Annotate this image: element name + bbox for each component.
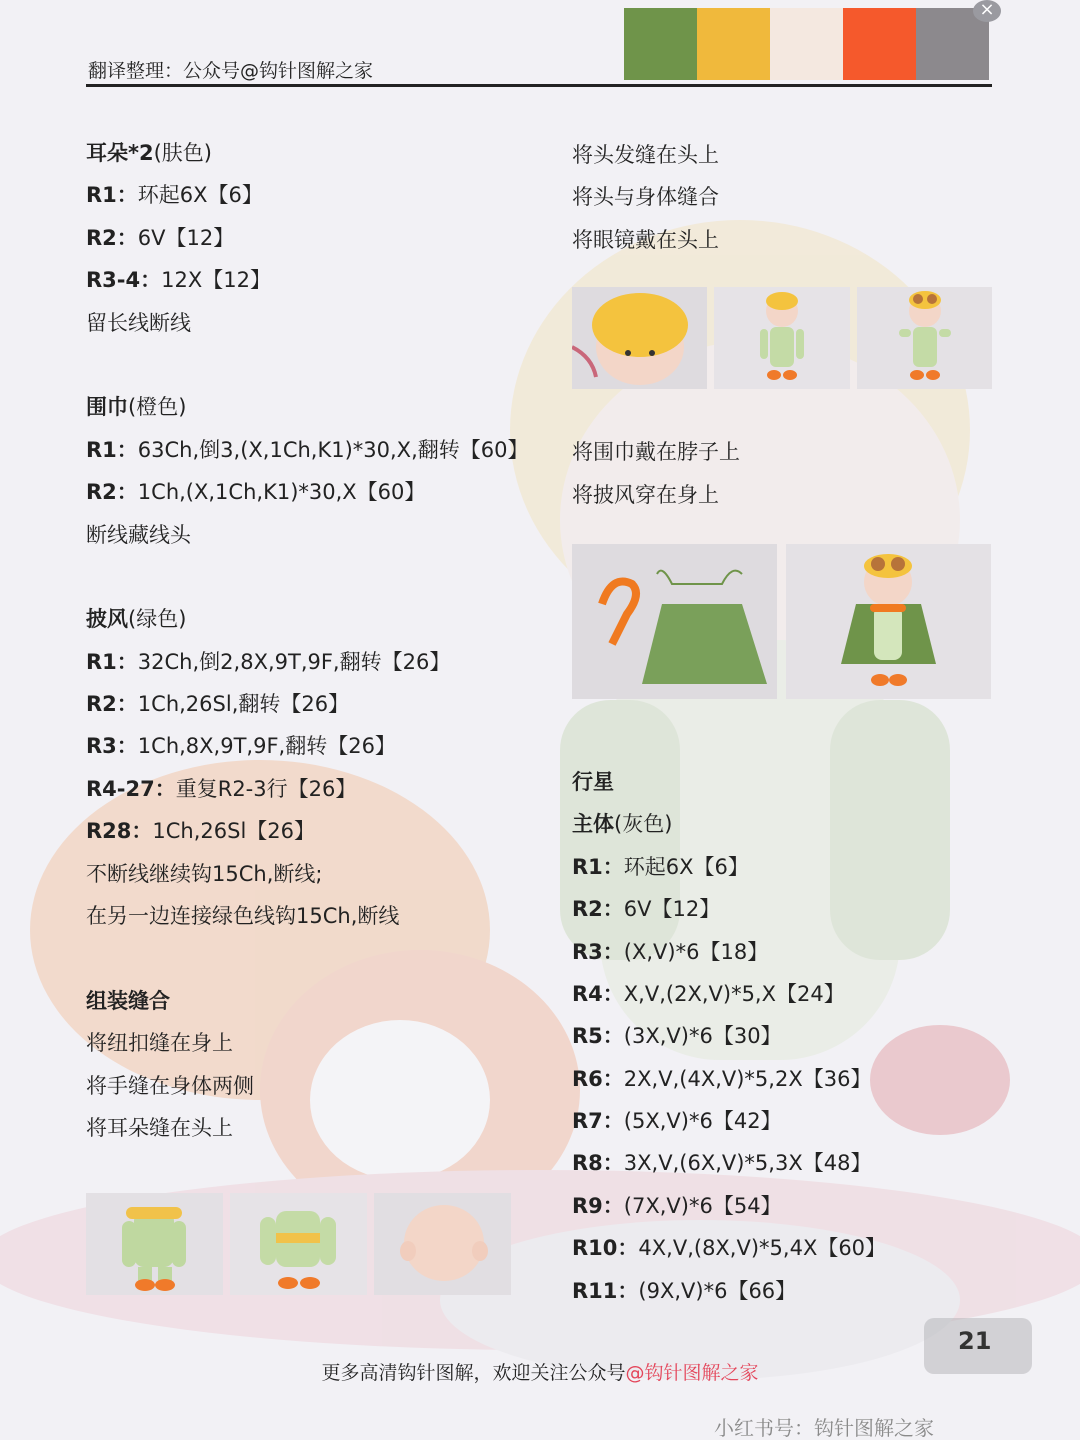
page-number: 21 [958,1327,992,1355]
note-line: 在另一边连接绿色线钩15Ch,断线 [86,904,400,929]
footer-promo: 更多高清钩针图解，欢迎关注公众号@钩针图解之家 [321,1362,759,1384]
pattern-row: R4-27：重复R2-3行【26】 [86,776,357,801]
cape-photo-row [572,544,992,699]
head-photo-row [572,287,992,389]
pattern-row: R3-4：12X【12】 [86,268,271,293]
header-divider [86,84,992,87]
color-swatch-green [624,8,697,80]
note-line: 断线藏线头 [86,522,191,547]
pattern-row: R3：1Ch,8X,9T,9F,翻转【26】 [86,734,396,759]
assembly-step: 将头与身体缝合 [572,185,719,210]
pattern-row: R7：(5X,V)*6【42】 [572,1109,782,1134]
photo-finished-doll [786,544,991,699]
note-line: 不断线继续钩15Ch,断线; [86,861,323,886]
color-swatch-skin [770,8,843,80]
note-line: 留长线断线 [86,310,191,335]
color-swatch-orange [843,8,916,80]
pattern-row: R28：1Ch,26Sl【26】 [86,819,316,844]
left-column [86,132,556,1295]
photo-head-with-ears [374,1193,511,1295]
watermark-text: 小红书号：钩针图解之家 [714,1416,934,1440]
section-title-scarf: 围巾(橙色) [86,395,187,420]
photo-body-back [230,1193,367,1295]
assembly-step: 将眼镜戴在头上 [572,227,719,252]
section-title-assembly: 组装缝合 [86,988,170,1013]
photo-doll-assembled [714,287,850,389]
assembly-step: 将围巾戴在脖子上 [572,440,740,465]
pattern-row: R1：32Ch,倒2,8X,9T,9F,翻转【26】 [86,649,451,674]
pattern-row: R9：(7X,V)*6【54】 [572,1193,782,1218]
pattern-row: R8：3X,V,(6X,V)*5,3X【48】 [572,1151,872,1176]
section-title-cape: 披风(绿色) [86,607,187,632]
pattern-row: R2：6V【12】 [572,897,721,922]
subsection-title-body: 主体(灰色) [572,812,673,837]
pattern-row: R5：(3X,V)*6【30】 [572,1024,782,1049]
pattern-row: R2：6V【12】 [86,225,235,250]
photo-hair-sewing [572,287,707,389]
pattern-row: R2：1Ch,26Sl,翻转【26】 [86,692,350,717]
pattern-row: R4：X,V,(2X,V)*5,X【24】 [572,981,845,1006]
close-button[interactable]: × [973,0,1001,22]
pattern-row: R1：环起6X【6】 [86,183,263,208]
photo-doll-with-goggles [857,287,992,389]
assembly-step: 将头发缝在头上 [572,143,719,167]
assembly-photo-row [86,1193,556,1295]
page-header-title: 翻译整理：公众号@钩针图解之家 [88,60,374,82]
photo-scarf-and-cape [572,544,777,699]
assembly-step: 将手缝在身体两侧 [86,1073,254,1098]
pattern-row: R2：1Ch,(X,1Ch,K1)*30,X【60】 [86,480,426,505]
pattern-row: R3：(X,V)*6【18】 [572,939,769,964]
assembly-step: 将纽扣缝在身上 [86,1031,233,1056]
pattern-row: R1：63Ch,倒3,(X,1Ch,K1)*30,X,翻转【60】 [86,437,529,462]
pattern-row: R1：环起6X【6】 [572,854,749,879]
right-column [572,134,992,1312]
pattern-row: R6：2X,V,(4X,V)*5,2X【36】 [572,1066,872,1091]
assembly-step: 将披风穿在身上 [572,482,719,507]
section-title-planet: 行星 [572,769,614,794]
assembly-step: 将耳朵缝在头上 [86,1115,233,1140]
color-palette [624,8,989,80]
pattern-row: R11：(9X,V)*6【66】 [572,1278,797,1303]
section-title-ears: 耳朵*2(肤色) [86,141,212,165]
footer-brand-link[interactable]: @钩针图解之家 [625,1362,759,1384]
photo-body-front [86,1193,223,1295]
color-swatch-yellow [697,8,770,80]
pattern-row: R10：4X,V,(8X,V)*5,4X【60】 [572,1236,887,1261]
